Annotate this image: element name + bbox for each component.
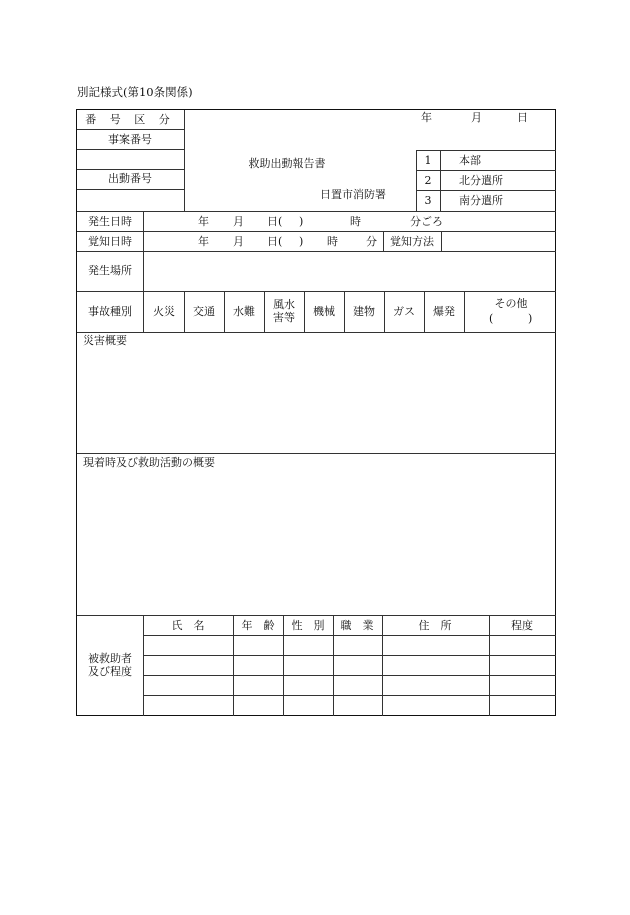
type-storm-line2: 害等 [273, 311, 295, 324]
rescued-label [88, 652, 132, 678]
awareness-ji: 時 [327, 235, 338, 248]
rule [424, 291, 425, 332]
rule [440, 150, 441, 211]
rule [143, 251, 144, 291]
rule [384, 291, 385, 332]
occurrence-tsuki: 月 [233, 215, 244, 228]
rescue-report-form [76, 109, 556, 716]
rule [383, 231, 384, 251]
rule [283, 615, 284, 716]
rule [264, 291, 265, 332]
type-explosion: 爆発 [433, 305, 455, 318]
type-machine: 機械 [313, 305, 335, 318]
awareness-paren-close: ) [299, 235, 304, 248]
rule [224, 291, 225, 332]
rule [77, 149, 184, 150]
type-other: その他 [494, 297, 528, 310]
accident-type-label: 事故種別 [88, 305, 132, 318]
rule [77, 231, 556, 232]
occurrence-label: 発生日時 [88, 215, 132, 228]
awareness-tsuki: 月 [233, 235, 244, 248]
station-no: 3 [424, 194, 432, 207]
date-tsuki: 月 [471, 111, 482, 124]
col-name: 氏 名 [171, 619, 205, 632]
rule [333, 615, 334, 716]
rule [441, 231, 442, 251]
jian-bangou-label: 事案番号 [108, 133, 152, 146]
rule [416, 170, 556, 171]
rule [416, 150, 417, 211]
rule [143, 211, 144, 251]
rule [77, 129, 184, 130]
type-fire: 火災 [153, 305, 175, 318]
rule [143, 675, 556, 676]
awareness-method-label: 覚知方法 [390, 235, 434, 248]
type-building: 建物 [353, 305, 375, 318]
type-other-paren-close: ) [528, 312, 533, 325]
station-name: 北分遣所 [459, 174, 503, 187]
rule [304, 291, 305, 332]
bangou-kubun-label: 番 号 区 分 [85, 113, 175, 126]
type-storm-line1: 風水 [273, 298, 295, 311]
place-label: 発生場所 [88, 264, 132, 277]
rule [77, 169, 184, 170]
rule [143, 695, 556, 696]
awareness-fun: 分 [366, 235, 377, 248]
date-nen: 年 [421, 111, 432, 124]
col-degree: 程度 [511, 619, 533, 632]
rule [416, 190, 556, 191]
col-job: 職 業 [340, 619, 374, 632]
rule [77, 453, 556, 454]
header-divider [184, 110, 185, 211]
col-address: 住 所 [418, 619, 452, 632]
station-name: 南分遣所 [459, 194, 503, 207]
rule [77, 332, 556, 333]
occurrence-ji: 時 [350, 215, 361, 228]
col-sex: 性 別 [291, 619, 325, 632]
awareness-label: 覚知日時 [88, 235, 132, 248]
rule [143, 615, 144, 716]
rule [143, 655, 556, 656]
type-traffic: 交通 [193, 305, 215, 318]
occurrence-nen: 年 [198, 215, 209, 228]
occurrence-hi: 日( [267, 215, 283, 228]
disaster-summary-label: 災害概要 [83, 334, 127, 347]
rescued-label-line2: 及び程度 [88, 665, 132, 678]
col-age: 年 齢 [241, 619, 275, 632]
rule [416, 150, 556, 151]
rule [382, 615, 383, 716]
type-gas: ガス [393, 305, 415, 318]
awareness-nen: 年 [198, 235, 209, 248]
occurrence-paren-close: ) [299, 215, 304, 228]
occurrence-fungoro: 分ごろ [410, 215, 443, 228]
rule [489, 615, 490, 716]
rule [77, 189, 184, 190]
shutsudou-bangou-label: 出動番号 [108, 172, 152, 185]
rescued-label-line1: 被救助者 [88, 652, 132, 665]
rule [77, 211, 556, 212]
rule [464, 291, 465, 332]
form-title: 別記様式(第10条関係) [77, 85, 193, 99]
rule [143, 291, 144, 332]
rule [233, 615, 234, 716]
rule [344, 291, 345, 332]
type-water: 水難 [233, 305, 255, 318]
station-no: 2 [424, 174, 432, 187]
rule [143, 635, 556, 636]
type-other-paren-open: ( [489, 312, 494, 325]
type-storm-flood [273, 298, 295, 324]
awareness-hi: 日( [267, 235, 283, 248]
rule [77, 251, 556, 252]
issuer-name: 日置市消防署 [320, 188, 386, 201]
rule [184, 291, 185, 332]
date-hi: 日 [517, 111, 528, 124]
station-name: 本部 [459, 154, 481, 167]
station-no: 1 [424, 154, 432, 167]
rule [77, 291, 556, 292]
rule [77, 615, 556, 616]
report-title: 救助出動報告書 [248, 157, 326, 170]
rescue-summary-label: 現着時及び救助活動の概要 [83, 456, 215, 469]
